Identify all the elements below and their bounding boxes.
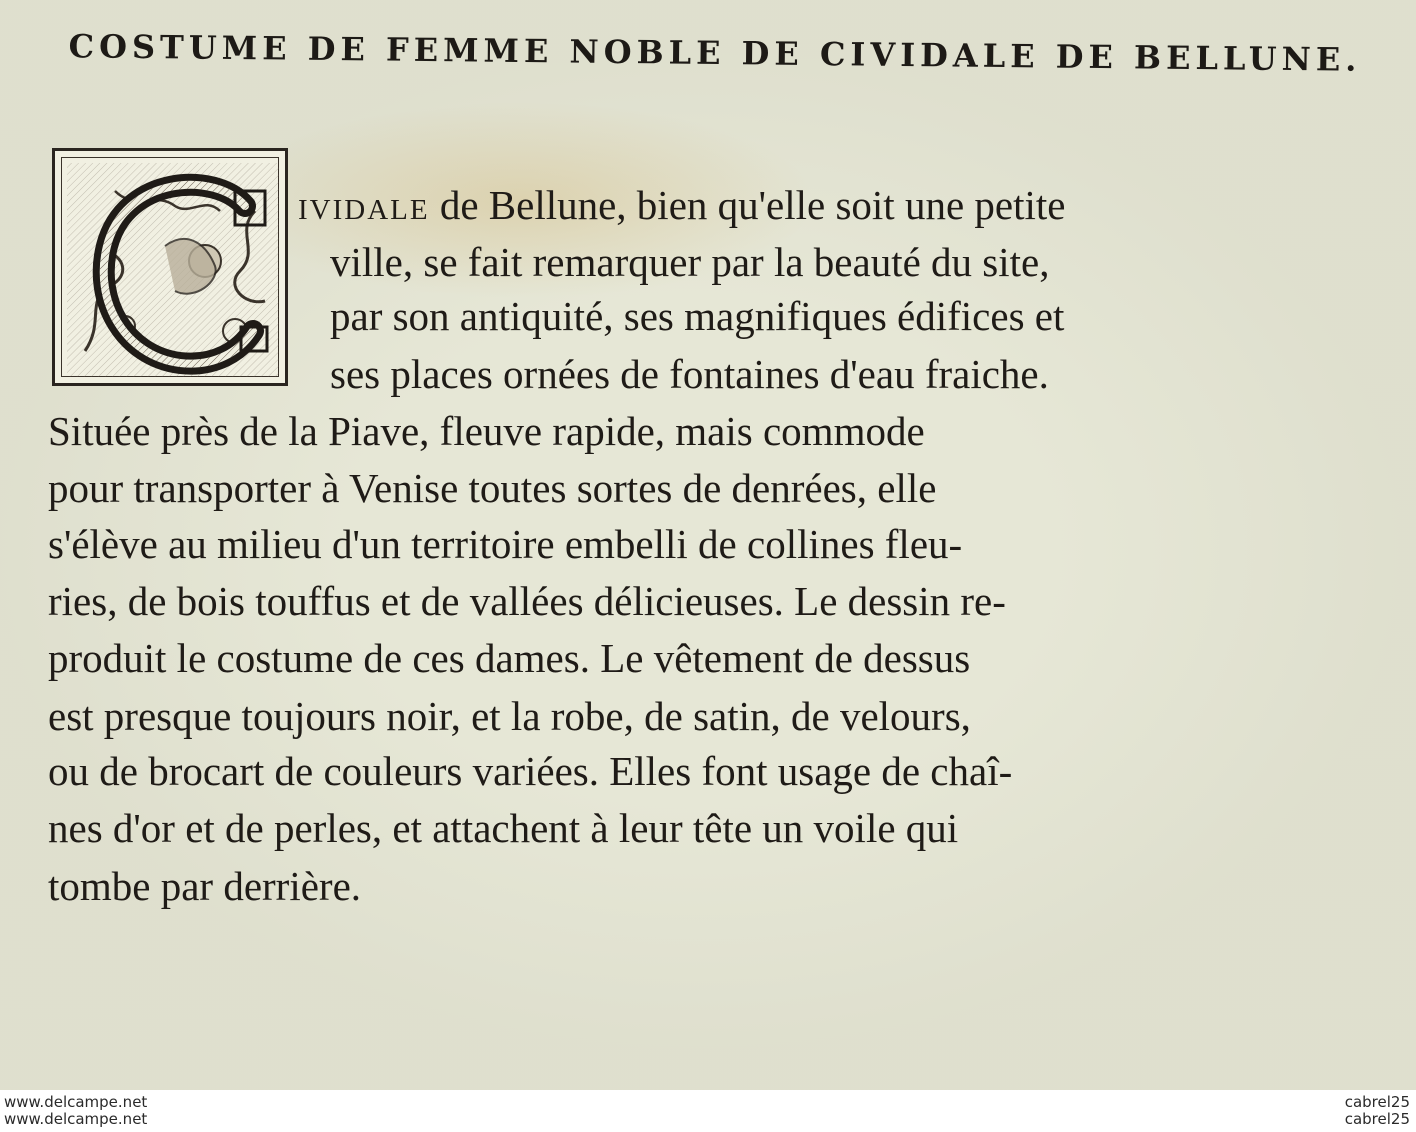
text-line-1-rest: de Bellune, bien qu'elle soit une petite [429, 182, 1066, 228]
text-line-7: s'élève au milieu d'un territoire embelli de collines fleu- [48, 521, 963, 567]
watermark-left-bottom: www.delcampe.net [4, 1110, 148, 1128]
watermark-right-bottom: cabrel25 [1344, 1110, 1410, 1128]
text-line-6: pour transporter à Venise toutes sortes de denrées, elle [48, 465, 937, 511]
text-line-11: ou de brocart de couleurs variées. Elles font usage de chaî- [48, 748, 1013, 794]
text-line-3: par son antiquité, ses magnifiques édifices et [330, 293, 1065, 339]
text-line-10: est presque toujours noir, et la robe, de satin, de velours, [48, 693, 971, 739]
text-line-8: ries, de bois touffus et de vallées délicieuses. Le dessin re- [48, 578, 1006, 624]
text-line-12: nes d'or et de perles, et attachent à leur tête un voile qui [48, 805, 959, 851]
text-line-5: Située près de la Piave, fleuve rapide, mais commode [48, 408, 925, 454]
watermark-left-top: www.delcampe.net [4, 1093, 148, 1111]
watermark-right-top: cabrel25 [1344, 1093, 1410, 1111]
text-line-9: produit le costume de ces dames. Le vêtement de dessus [48, 635, 971, 681]
text-line-13: tombe par derrière. [48, 863, 362, 909]
watermark-footer [0, 1090, 1416, 1132]
drop-cap-illustration [55, 151, 291, 389]
text-line-4: ses places ornées de fontaines d'eau fraiche. [330, 351, 1049, 397]
first-word-small-caps: IVIDALE [298, 194, 430, 226]
page-title: COSTUME DE FEMME NOBLE DE CIVIDALE DE BELLUNE. [68, 27, 1362, 79]
drop-cap-ornament [52, 148, 288, 386]
text-line-1 [298, 180, 1065, 235]
text-line-2: ville, se fait remarquer par la beauté du site, [330, 239, 1050, 285]
